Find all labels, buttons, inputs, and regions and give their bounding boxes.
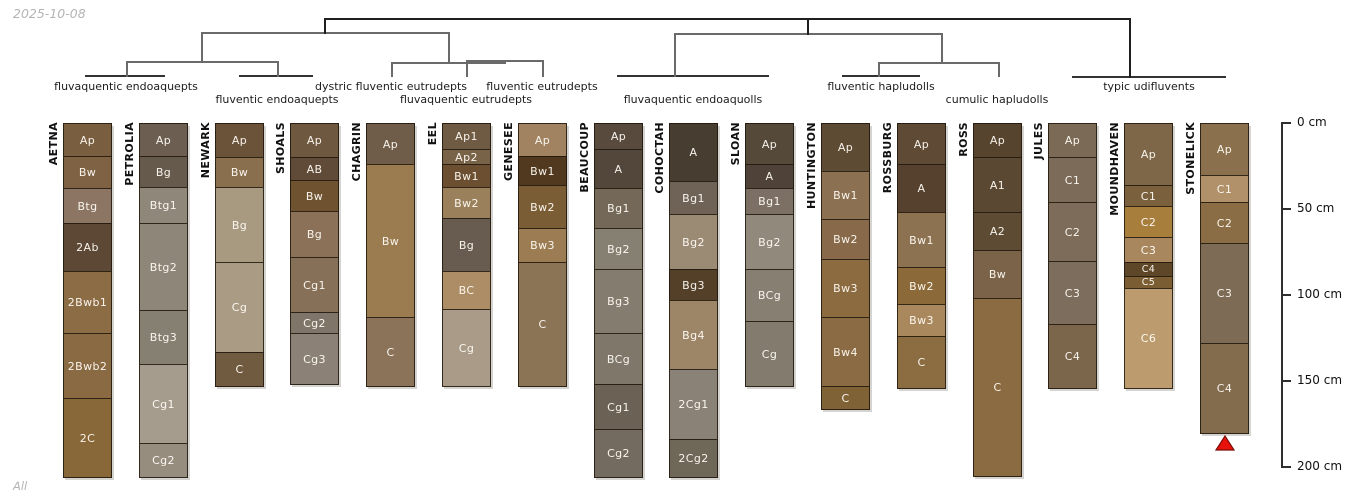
dendrogram-line	[1072, 76, 1226, 78]
horizon-label: Bg	[306, 228, 323, 241]
series-name-label: NEWARK	[199, 122, 212, 179]
horizon-cell	[63, 398, 112, 478]
dendrogram-line	[878, 62, 880, 77]
horizon-cell	[897, 212, 946, 268]
horizon-label: Bw2	[833, 233, 858, 246]
date-label: 2025-10-08	[13, 6, 86, 21]
depth-tick-label: 0 cm	[1297, 115, 1327, 129]
horizon-label: Ap1	[455, 130, 478, 143]
horizon-cell	[669, 123, 718, 182]
dendrogram-line	[466, 60, 468, 77]
horizon-cell	[518, 185, 567, 229]
horizon-label: Bw1	[909, 233, 934, 247]
soil-column-rossburg	[881, 122, 946, 388]
horizon-cell	[215, 262, 264, 353]
horizon-cell	[290, 123, 339, 158]
horizon-label: Ap	[837, 141, 854, 154]
horizon-cell	[594, 384, 643, 430]
horizon-label: Bw	[305, 189, 324, 203]
horizon-cell	[139, 123, 188, 157]
horizon-cell	[821, 259, 870, 318]
dendrogram-line	[448, 32, 450, 64]
horizon-cell	[442, 187, 491, 219]
soil-column-ross	[957, 122, 1022, 476]
horizon-label: C5	[1141, 277, 1156, 288]
horizon-label: Cg	[231, 301, 248, 314]
horizon-label: A	[765, 170, 774, 183]
horizon-cell	[821, 171, 870, 220]
horizon-label: Ap	[610, 130, 627, 143]
horizon-cell	[1124, 237, 1173, 263]
horizon-label: C2	[1064, 225, 1081, 239]
horizon-label: C	[841, 391, 850, 405]
dendrogram-line	[277, 61, 279, 77]
horizon-cell	[669, 181, 718, 215]
series-name-label: COHOCTAH	[653, 122, 666, 194]
horizon-cell	[442, 271, 491, 310]
dendrogram-line	[201, 32, 203, 63]
horizon-label: Ap	[155, 133, 172, 147]
horizon-cell	[215, 123, 264, 158]
horizon-label: A	[689, 146, 698, 159]
dendrogram-line	[504, 60, 506, 64]
taxon-label: fluventic eutrudepts	[486, 80, 598, 93]
horizon-cell	[63, 223, 112, 272]
horizon-label: Cg2	[303, 316, 326, 330]
horizon-cell	[63, 188, 112, 224]
series-name-label: HUNTINGTON	[805, 122, 818, 210]
soil-column-shoals	[274, 122, 339, 384]
horizon-label: Bw2	[530, 200, 555, 214]
depth-tick-label: 100 cm	[1297, 287, 1343, 301]
horizon-label: 2Cg2	[678, 452, 709, 465]
horizon-label: Bg	[458, 238, 475, 252]
horizon-cell	[594, 188, 643, 229]
horizon-label: Bw1	[833, 189, 858, 202]
horizon-cell	[973, 212, 1022, 251]
horizon-cell	[442, 218, 491, 272]
horizon-cell	[1048, 324, 1097, 389]
horizon-cell	[442, 123, 491, 150]
taxon-label: cumulic hapludolls	[945, 93, 1049, 106]
depth-tick	[1281, 380, 1291, 382]
horizon-cell	[139, 156, 188, 188]
horizon-cell	[1200, 123, 1249, 176]
horizon-cell	[1200, 202, 1249, 244]
horizon-label: Bw4	[833, 345, 858, 359]
horizon-cell	[366, 123, 415, 165]
dendrogram-line	[239, 75, 313, 77]
horizon-label: Bw2	[454, 196, 479, 210]
depth-tick-label: 150 cm	[1297, 373, 1343, 387]
soil-column-beaucoup	[578, 122, 643, 477]
horizon-label: C2	[1140, 215, 1157, 229]
horizon-label: BC	[458, 284, 475, 297]
horizon-cell	[215, 352, 264, 387]
dendrogram-line	[842, 75, 920, 77]
horizon-cell	[1124, 185, 1173, 207]
horizon-cell	[518, 228, 567, 263]
taxon-label: fluventic endoaquepts	[215, 93, 339, 106]
dendrogram-line	[391, 62, 393, 77]
horizon-cell	[821, 219, 870, 260]
soil-column-newark	[199, 122, 264, 386]
horizon-cell	[669, 369, 718, 440]
horizon-label: Bg2	[607, 242, 630, 256]
horizon-label: C3	[1064, 286, 1081, 300]
taxon-label: fluvaquentic eutrudepts	[399, 93, 533, 106]
soil-column-petrolia	[123, 122, 188, 477]
horizon-label: Bw	[381, 234, 400, 248]
horizon-label: Bw2	[909, 279, 934, 293]
horizon-cell	[669, 300, 718, 370]
soil-column-eel	[426, 122, 491, 386]
dendrogram-line	[878, 62, 998, 64]
horizon-cell	[594, 429, 643, 478]
horizon-label: Btg3	[149, 331, 178, 344]
horizon-label: Ap2	[455, 150, 478, 164]
horizon-label: C4	[1064, 350, 1081, 363]
horizon-label: C	[386, 345, 395, 359]
soil-column-aetna	[47, 122, 112, 477]
horizon-cell	[290, 312, 339, 334]
horizon-label: C4	[1216, 382, 1233, 395]
horizon-cell	[290, 180, 339, 212]
horizon-cell	[973, 123, 1022, 158]
horizon-label: Ap	[534, 133, 551, 147]
horizon-label: Bw1	[454, 169, 479, 183]
depth-tick	[1281, 122, 1291, 124]
horizon-label: Bw	[988, 268, 1007, 281]
horizon-label: C3	[1216, 287, 1233, 300]
series-name-label: GENESEE	[502, 122, 515, 182]
series-name-label: EEL	[426, 122, 439, 146]
horizon-label: 2Ab	[76, 241, 99, 254]
horizon-cell	[1200, 343, 1249, 434]
horizon-label: Cg2	[607, 447, 630, 460]
horizon-cell	[821, 317, 870, 387]
horizon-cell	[821, 123, 870, 172]
horizon-cell	[366, 164, 415, 318]
horizon-cell	[63, 123, 112, 157]
horizon-cell	[1048, 123, 1097, 158]
horizon-label: C4	[1141, 264, 1156, 275]
horizon-label: 2Bwb2	[67, 359, 108, 373]
horizon-label: C2	[1216, 216, 1233, 230]
horizon-cell	[518, 123, 567, 157]
depth-tick-label: 200 cm	[1297, 459, 1343, 473]
horizon-cell	[745, 164, 794, 189]
dendrogram-line	[324, 18, 1129, 20]
horizon-label: Cg3	[303, 352, 326, 366]
horizon-cell	[63, 271, 112, 334]
series-name-label: AETNA	[47, 122, 60, 166]
soil-column-sloan	[729, 122, 794, 386]
horizon-label: Ap	[989, 134, 1006, 147]
horizon-cell	[1048, 202, 1097, 262]
series-name-label: ROSSBURG	[881, 122, 894, 194]
horizon-cell	[518, 156, 567, 186]
horizon-cell	[1048, 261, 1097, 325]
horizon-cell	[973, 250, 1022, 299]
horizon-cell	[594, 228, 643, 270]
series-name-label: ROSS	[957, 122, 970, 157]
series-name-label: PETROLIA	[123, 122, 136, 186]
horizon-label: C3	[1140, 243, 1157, 257]
horizon-label: C1	[1140, 189, 1157, 203]
horizon-cell	[1124, 262, 1173, 277]
horizon-label: Btg	[77, 199, 98, 213]
horizon-cell	[366, 317, 415, 387]
horizon-label: Bw	[230, 166, 249, 179]
horizon-label: AB	[306, 162, 323, 176]
horizon-cell	[442, 309, 491, 387]
horizon-label: Ap	[79, 133, 96, 147]
horizon-label: Bw1	[530, 164, 555, 178]
horizon-cell	[745, 214, 794, 270]
dendrogram-line	[941, 33, 943, 64]
horizon-cell	[442, 164, 491, 188]
soil-column-cohoctah	[653, 122, 718, 477]
taxon-label: dystric fluventic eutrudepts	[314, 80, 468, 93]
horizon-cell	[897, 304, 946, 337]
dendrogram-line	[674, 33, 676, 77]
horizon-cell	[1124, 288, 1173, 389]
horizon-label: Ap	[306, 134, 323, 147]
horizon-cell	[745, 321, 794, 387]
horizon-label: Ap	[382, 137, 399, 151]
horizon-cell	[1124, 123, 1173, 186]
horizon-label: Bg1	[758, 195, 781, 208]
horizon-cell	[897, 123, 946, 165]
horizon-label: C	[917, 356, 926, 369]
horizon-cell	[897, 336, 946, 389]
dendrogram-line	[324, 18, 326, 34]
horizon-cell	[290, 157, 339, 181]
horizon-label: Bw3	[909, 314, 934, 327]
horizon-cell	[745, 269, 794, 322]
horizon-label: Cg1	[152, 397, 175, 411]
horizon-cell	[1200, 175, 1249, 203]
horizon-cell	[821, 386, 870, 410]
horizon-label: Cg1	[303, 278, 326, 292]
horizon-cell	[442, 149, 491, 165]
horizon-cell	[594, 149, 643, 189]
horizon-cell	[518, 262, 567, 387]
taxon-label: typic udifluvents	[1103, 80, 1195, 93]
depth-tick	[1281, 208, 1291, 210]
horizon-cell	[669, 269, 718, 301]
soil-column-chagrin	[350, 122, 415, 386]
soil-column-jules	[1032, 122, 1097, 388]
soil-column-genesee	[502, 122, 567, 386]
taxon-label: fluventic hapludolls	[827, 80, 935, 93]
horizon-cell	[290, 257, 339, 313]
horizon-cell	[1124, 206, 1173, 238]
dendrogram-line	[1129, 18, 1131, 78]
depth-tick	[1281, 294, 1291, 296]
horizon-label: Bg2	[758, 235, 781, 249]
depth-tick-label: 50 cm	[1297, 201, 1335, 215]
series-name-label: SHOALS	[274, 122, 287, 175]
horizon-cell	[973, 157, 1022, 213]
horizon-label: Cg1	[607, 400, 630, 414]
footer-label: All	[13, 479, 28, 493]
horizon-cell	[215, 157, 264, 188]
horizon-label: A1	[989, 178, 1006, 192]
horizon-cell	[139, 443, 188, 478]
dendrogram-line	[807, 18, 809, 35]
horizon-label: Cg	[761, 347, 778, 361]
horizon-label: C1	[1216, 182, 1233, 196]
dendrogram-line	[998, 62, 1000, 77]
horizon-label: Btg1	[149, 199, 178, 212]
taxon-label: fluvaquentic endoaquolls	[623, 93, 763, 106]
horizon-label: C1	[1064, 173, 1081, 187]
horizon-cell	[594, 269, 643, 334]
horizon-label: Btg2	[149, 260, 178, 274]
horizon-label: Cg	[458, 341, 475, 355]
dendrogram-line	[542, 60, 544, 77]
dendrogram-line	[85, 75, 165, 77]
horizon-cell	[139, 187, 188, 224]
horizon-label: Ap	[913, 137, 930, 151]
soil-column-huntington	[805, 122, 870, 409]
horizon-label: Bg3	[682, 278, 705, 292]
horizon-label: Bg3	[607, 295, 630, 308]
series-name-label: CHAGRIN	[350, 122, 363, 182]
horizon-label: A	[614, 162, 623, 176]
dendrogram-line	[126, 61, 128, 77]
soil-column-moundhaven	[1108, 122, 1173, 388]
horizon-cell	[669, 214, 718, 270]
horizon-label: Bg4	[682, 328, 705, 342]
series-name-label: BEAUCOUP	[578, 122, 591, 193]
horizon-cell	[973, 298, 1022, 477]
horizon-cell	[897, 164, 946, 213]
series-name-label: STONELICK	[1184, 122, 1197, 195]
horizon-cell	[594, 333, 643, 385]
horizon-label: C	[538, 318, 547, 331]
horizon-label: Ap	[1064, 134, 1081, 147]
horizon-label: 2Cg1	[678, 398, 709, 411]
horizon-label: BCg	[606, 352, 631, 366]
horizon-label: Bw3	[833, 282, 858, 295]
horizon-cell	[745, 188, 794, 215]
horizon-label: Bg2	[682, 235, 705, 249]
horizon-label: C	[235, 363, 244, 376]
depth-tick	[1281, 466, 1291, 468]
horizon-cell	[897, 267, 946, 305]
horizon-label: Bw	[78, 166, 97, 179]
horizon-cell	[215, 187, 264, 263]
horizon-label: BCg	[757, 289, 782, 302]
horizon-cell	[745, 123, 794, 165]
soil-column-stonelick	[1184, 122, 1249, 433]
horizon-cell	[290, 333, 339, 385]
horizon-cell	[594, 123, 643, 150]
horizon-label: Bw3	[530, 239, 555, 252]
series-name-label: JULES	[1032, 122, 1045, 160]
horizon-label: 2C	[79, 431, 96, 445]
red-triangle-marker	[1214, 435, 1236, 451]
series-name-label: SLOAN	[729, 122, 742, 166]
horizon-label: Bg1	[682, 191, 705, 205]
horizon-cell	[139, 223, 188, 311]
horizon-label: Ap	[231, 134, 248, 147]
horizon-label: Bg	[231, 218, 248, 232]
horizon-label: Ap	[1216, 143, 1233, 156]
horizon-label: Bg1	[607, 202, 630, 215]
horizon-label: Cg2	[152, 454, 175, 467]
horizon-cell	[139, 310, 188, 365]
horizon-label: Ap	[761, 137, 778, 151]
horizon-label: A	[917, 182, 926, 195]
series-name-label: MOUNDHAVEN	[1108, 122, 1121, 216]
horizon-cell	[63, 156, 112, 189]
horizon-label: C6	[1140, 332, 1157, 345]
horizon-cell	[139, 364, 188, 444]
horizon-label: C	[993, 381, 1002, 394]
horizon-cell	[63, 333, 112, 399]
horizon-label: Ap	[1140, 148, 1157, 161]
horizon-label: A2	[989, 225, 1006, 238]
horizon-cell	[290, 211, 339, 258]
dendrogram-line	[617, 75, 769, 77]
horizon-cell	[1048, 157, 1097, 203]
horizon-label: 2Bwb1	[67, 296, 108, 309]
horizon-cell	[1200, 243, 1249, 344]
horizon-cell	[669, 439, 718, 478]
horizon-label: Bg	[155, 165, 172, 179]
taxon-label: fluvaquentic endoaquepts	[54, 80, 198, 93]
